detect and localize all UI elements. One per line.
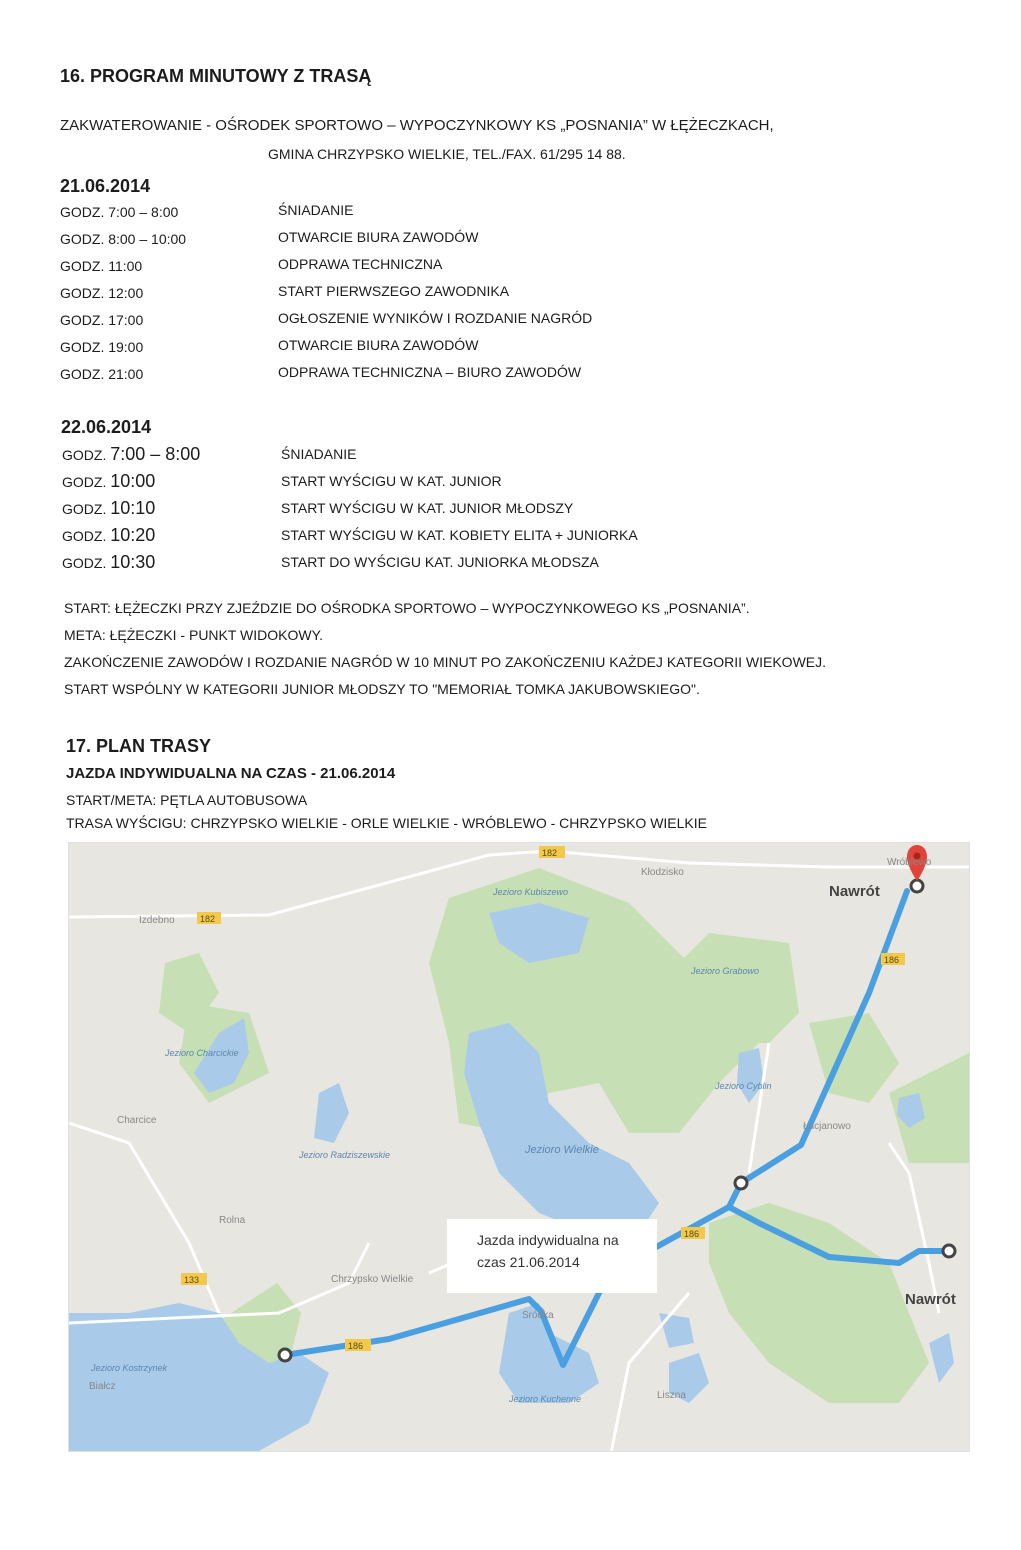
day2-event: START WYŚCIGU W KAT. KOBIETY ELITA + JUNIORKA [281, 527, 638, 543]
start-meta-line: START/META: PĘTLA AUTOBUSOWA [66, 792, 308, 808]
place-izdebno: Izdebno [139, 915, 175, 926]
road-label-186-c: 186 [348, 1341, 364, 1351]
day1-event: ODPRAWA TECHNICZNA [278, 256, 443, 272]
accommodation-line-1: ZAKWATEROWANIE - OŚRODEK SPORTOWO – WYPOCZYNKOWY KS „POSNANIA” W ŁĘŻECZKACH, [60, 117, 774, 134]
day1-time: GODZ. 19:00 [60, 339, 144, 355]
day1-time: GODZ. 17:00 [60, 312, 144, 328]
day2-time [62, 498, 155, 519]
day2-time-value: 10:10 [110, 498, 156, 518]
day1-time: GODZ. 12:00 [60, 285, 144, 301]
day2-time-prefix: GODZ. [62, 501, 111, 517]
turn-label-right: Nawrót [905, 1291, 956, 1308]
day2-event: START WYŚCIGU W KAT. JUNIOR [281, 473, 502, 489]
day2-time [62, 471, 155, 492]
note-line: ZAKOŃCZENIE ZAWODÓW I ROZDANIE NAGRÓD W 10 MINUT PO ZAKOŃCZENIU KAŻDEJ KATEGORII WIEKOWEJ. [64, 654, 827, 670]
lake-radziszewskie: Jezioro Radziszewskie [299, 1150, 391, 1160]
day2-event: START WYŚCIGU W KAT. JUNIOR MŁODSZY [281, 500, 574, 516]
day1-time: GODZ. 8:00 – 10:00 [60, 231, 187, 247]
day2-event: START DO WYŚCIGU KAT. JUNIORKA MŁODSZA [281, 554, 599, 570]
lake-kuchenne: Jezioro Kuchenne [509, 1394, 582, 1404]
day2-time-value: 10:30 [110, 552, 156, 572]
place-bialcz: Białcz [89, 1381, 116, 1392]
note-line: START: ŁĘŻECZKI PRZY ZJEŹDZIE DO OŚRODKA SPORTOWO – WYPOCZYNKOWEGO KS „POSNANIA”. [64, 600, 750, 616]
place-klodzisko: Kłodzisko [641, 867, 684, 878]
lake-grabowo: Jezioro Grabowo [691, 966, 760, 976]
place-charcice: Charcice [117, 1115, 157, 1126]
road-label-186-b: 186 [684, 1229, 700, 1239]
lake-charcickie: Jezioro Charcickie [165, 1048, 239, 1058]
lake-wielkie: Jezioro Wielkie [525, 1144, 599, 1156]
info-box-line-1: Jazda indywidualna na [477, 1232, 619, 1248]
day2-time-prefix: GODZ. [62, 528, 111, 544]
info-box-line-2: czas 21.06.2014 [477, 1254, 580, 1270]
turn-label-top: Nawrót [829, 883, 880, 900]
day2-time-prefix: GODZ. [62, 555, 111, 571]
day2-time-value: 10:20 [110, 525, 156, 545]
lake-kubiszewo: Jezioro Kubiszewo [493, 887, 569, 897]
place-wroblewo: Wróblewo [887, 857, 932, 868]
day2-event: ŚNIADANIE [281, 446, 357, 462]
place-lucjanowo: Łucjanowo [803, 1121, 851, 1132]
day2-time [62, 525, 155, 546]
place-rolna: Rolna [219, 1215, 246, 1226]
road-label-182-a: 182 [542, 848, 558, 858]
road-label-186-a: 186 [884, 955, 900, 965]
day1-time: GODZ. 21:00 [60, 366, 144, 382]
lake-cyblin: Jezioro Cyblin [715, 1081, 772, 1091]
day1-time: GODZ. 11:00 [60, 258, 143, 274]
day1-event: OTWARCIE BIURA ZAWODÓW [278, 337, 479, 353]
route-subtitle: JAZDA INDYWIDUALNA NA CZAS - 21.06.2014 [66, 765, 396, 782]
day1-event: OTWARCIE BIURA ZAWODÓW [278, 229, 479, 245]
route-info-box [447, 1219, 657, 1293]
place-chrzypsko: Chrzypsko Wielkie [331, 1274, 414, 1285]
lake-kostrzynek: Jezioro Kostrzynek [91, 1363, 168, 1373]
day2-date: 22.06.2014 [61, 417, 152, 437]
day2-time [62, 444, 200, 465]
day2-time-value: 10:00 [110, 471, 156, 491]
day2-time-value: 7:00 – 8:00 [110, 444, 201, 464]
day1-event: START PIERWSZEGO ZAWODNIKA [278, 283, 510, 299]
day2-time-prefix: GODZ. [62, 474, 111, 490]
day1-event: ŚNIADANIE [278, 202, 354, 218]
road-label-133: 133 [184, 1275, 200, 1285]
day1-event: OGŁOSZENIE WYNIKÓW I ROZDANIE NAGRÓD [278, 310, 593, 326]
route-map [68, 842, 970, 1452]
section-16-title: 16. PROGRAM MINUTOWY Z TRASĄ [60, 66, 372, 86]
section-17-title: 17. PLAN TRASY [66, 736, 212, 756]
route-line: TRASA WYŚCIGU: CHRZYPSKO WIELKIE - ORLE WIELKIE - WRÓBLEWO - CHRZYPSKO WIELKIE [66, 815, 707, 831]
note-line: START WSPÓLNY W KATEGORII JUNIOR MŁODSZY TO "MEMORIAŁ TOMKA JAKUBOWSKIEGO". [64, 681, 700, 697]
day1-time: GODZ. 7:00 – 8:00 [60, 204, 179, 220]
day2-time [62, 552, 155, 573]
place-lisznia: Liszna [657, 1390, 686, 1401]
map-graphic [69, 843, 969, 1451]
day1-date: 21.06.2014 [60, 176, 151, 196]
road-label-182-b: 182 [200, 914, 216, 924]
day2-time-prefix: GODZ. [62, 447, 111, 463]
accommodation-line-2: GMINA CHRZYPSKO WIELKIE, TEL./FAX. 61/295 14 88. [268, 146, 626, 162]
place-srodka: Sródka [522, 1310, 554, 1321]
day1-event: ODPRAWA TECHNICZNA – BIURO ZAWODÓW [278, 364, 582, 380]
note-line: META: ŁĘŻECZKI - PUNKT WIDOKOWY. [64, 627, 324, 643]
